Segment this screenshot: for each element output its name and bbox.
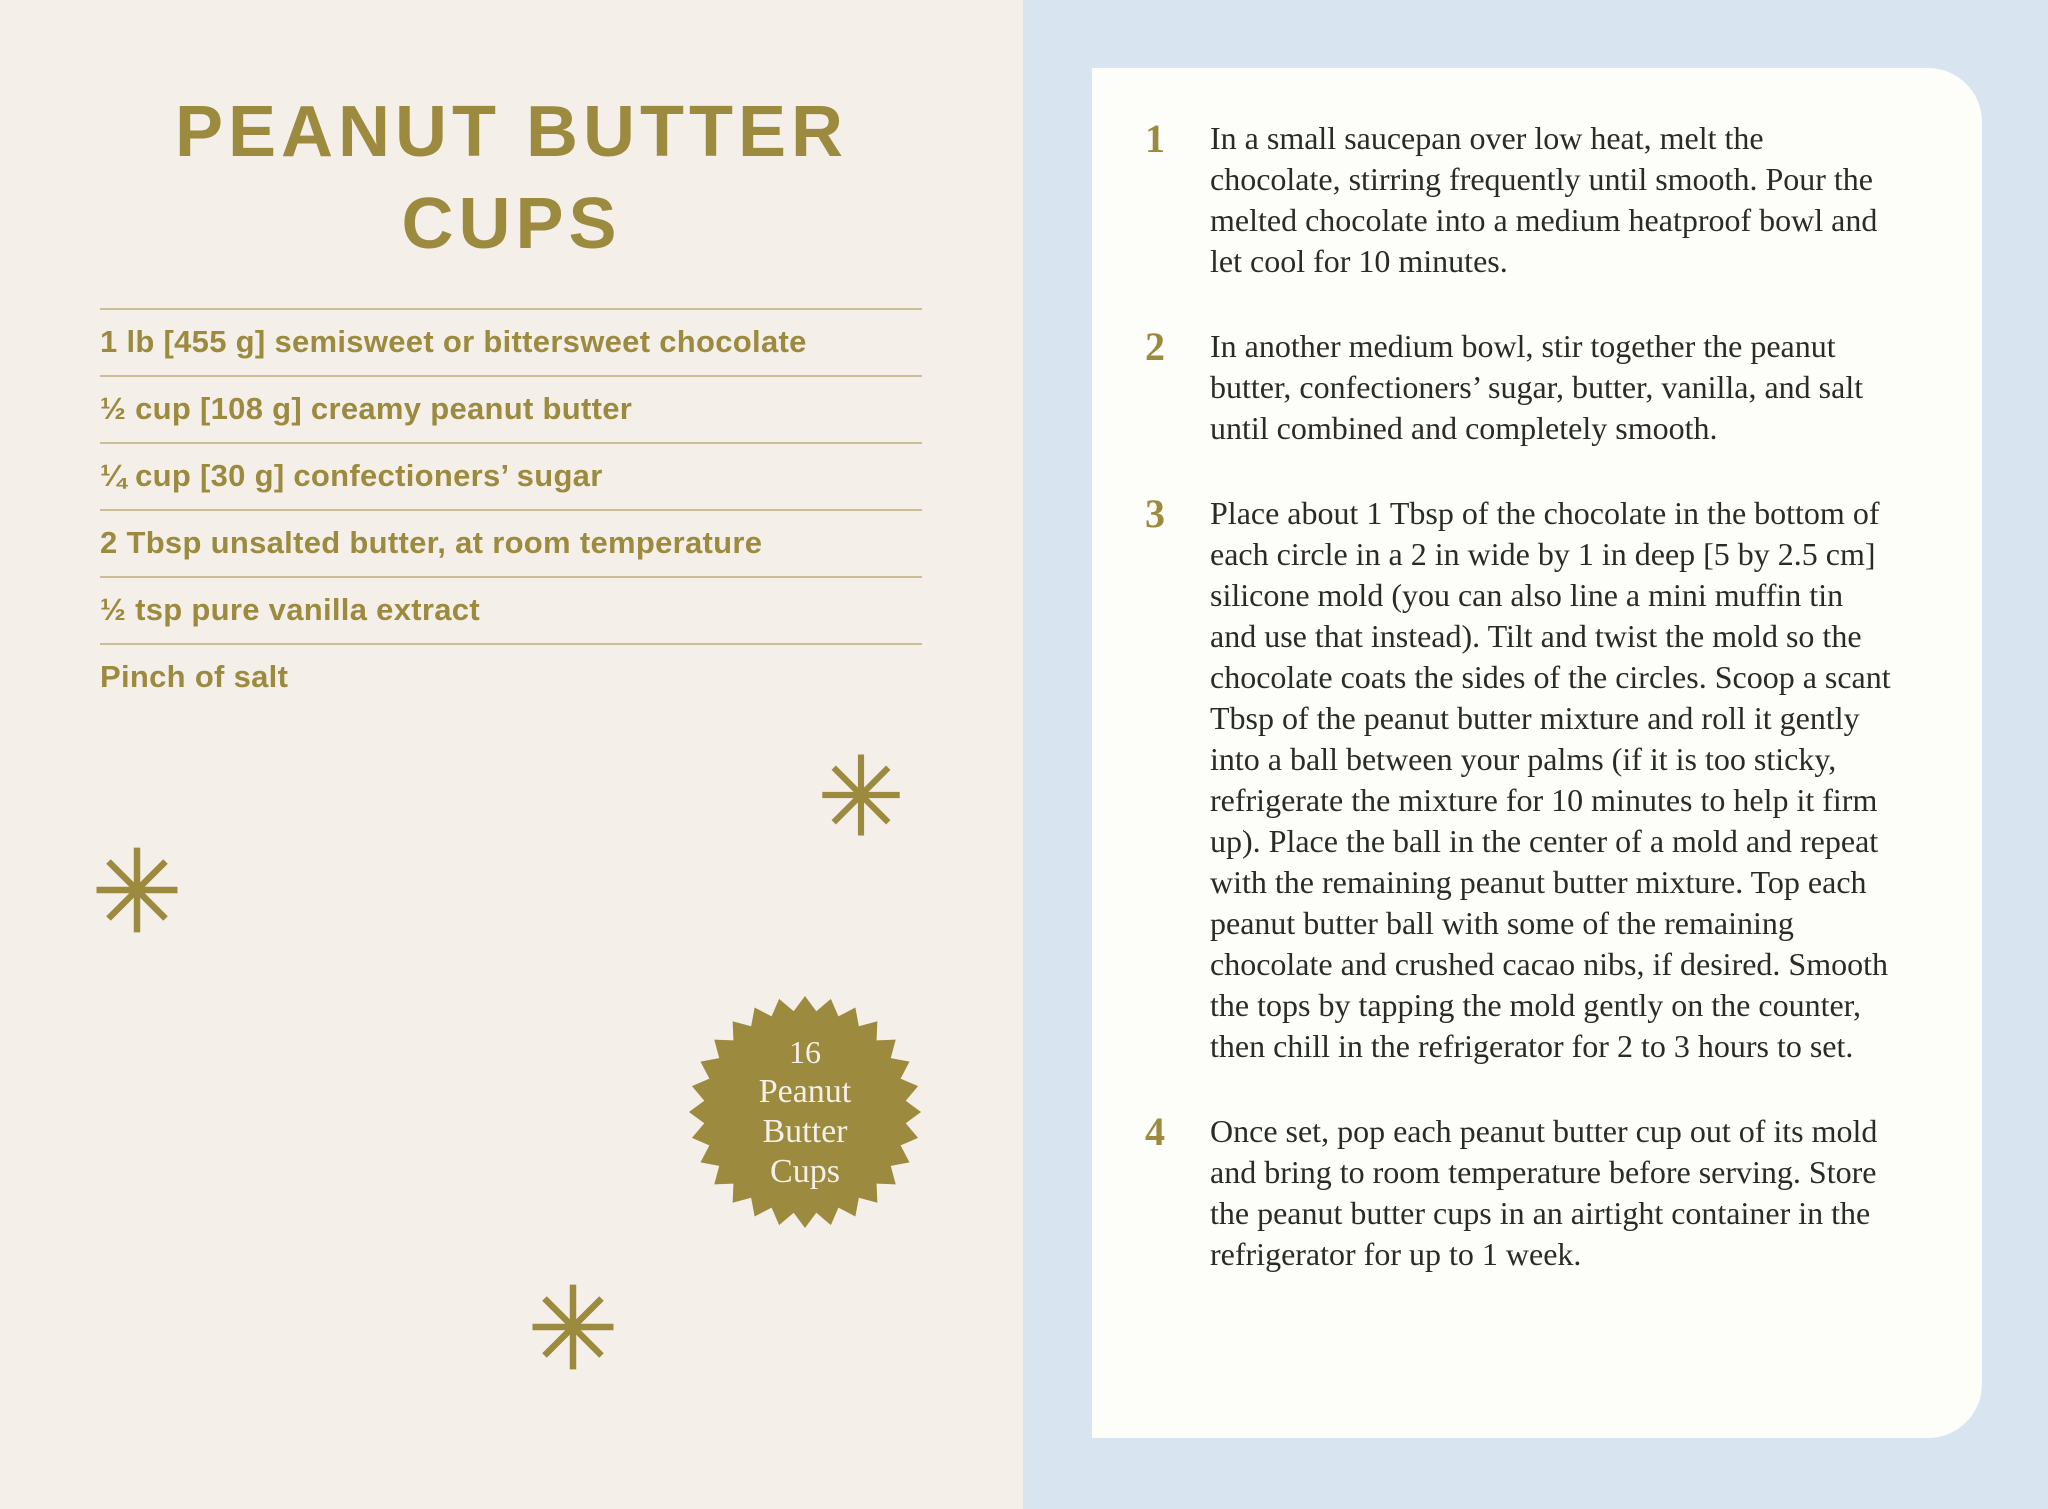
step-number: 4: [1145, 1109, 1165, 1154]
instructions-card: [1092, 68, 1982, 1438]
step-number: 3: [1145, 491, 1165, 536]
step-number: 2: [1145, 324, 1165, 369]
yield-badge-text: [687, 994, 923, 1230]
ingredients-panel: [0, 0, 1023, 1509]
ingredient-item: ½ tsp pure vanilla extract: [100, 576, 922, 643]
asterisk-icon: [527, 1281, 619, 1373]
ingredient-item: 2 Tbsp unsalted butter, at room temperature: [100, 509, 922, 576]
instructions-panel: [1023, 0, 2048, 1509]
yield-label-line: Peanut: [758, 1073, 852, 1110]
yield-label-line: Butter: [762, 1113, 848, 1150]
asterisk-icon: [817, 751, 905, 839]
instruction-step: [1145, 326, 1892, 449]
step-text: Once set, pop each peanut butter cup out of its mold and bring to room temperature before serving. Store the peanut butter cups in an airtight container in the refrigerator for up to 1 week.: [1210, 1113, 1878, 1272]
instruction-step: [1145, 493, 1892, 1067]
instruction-step: [1145, 118, 1892, 282]
instruction-step: [1145, 1111, 1892, 1275]
ingredient-item: 1 lb [455 g] semisweet or bittersweet chocolate: [100, 308, 922, 375]
recipe-title: PEANUT BUTTER CUPS: [175, 92, 848, 264]
asterisk-icon: [91, 844, 183, 936]
step-text: In another medium bowl, stir together the peanut butter, confectioners’ sugar, butter, vanilla, and salt until combined and completely smooth.: [1210, 328, 1864, 446]
ingredients-list: [100, 308, 922, 710]
ingredient-item: ½ cup [108 g] creamy peanut butter: [100, 375, 922, 442]
ingredient-item: Pinch of salt: [100, 643, 922, 710]
yield-label-line: Cups: [770, 1153, 840, 1190]
ingredient-item: ¼ cup [30 g] confectioners’ sugar: [100, 442, 922, 509]
step-text: In a small saucepan over low heat, melt the chocolate, stirring frequently until smooth. Pour the melted chocolate into a medium heatproof bowl and let cool for 10 minutes.: [1210, 120, 1878, 279]
yield-count: 16: [789, 1034, 821, 1070]
step-number: 1: [1145, 116, 1165, 161]
step-text: Place about 1 Tbsp of the chocolate in the bottom of each circle in a 2 in wide by 1 in deep [5 by 2.5 cm] silicone mold (you can also line a mini muffin tin and use that instead). Tilt and twist the mold so the chocolate coats the sides of the circles. Scoop a scant Tbsp of the peanut butter mixture and roll it gently into a ball between your palms (if it is too sticky, refrigerate the mixture for 10 minutes to help it firm up). Place the ball in the center of a mold and repeat with the remaining peanut butter mixture. Top each peanut butter ball with some of the remaining chocolate and crushed cacao nibs, if desired. Smooth the tops by tapping the mold gently on the counter, then chill in the refrigerator for 2 to 3 hours to set.: [1210, 495, 1891, 1064]
yield-badge: [687, 994, 923, 1230]
